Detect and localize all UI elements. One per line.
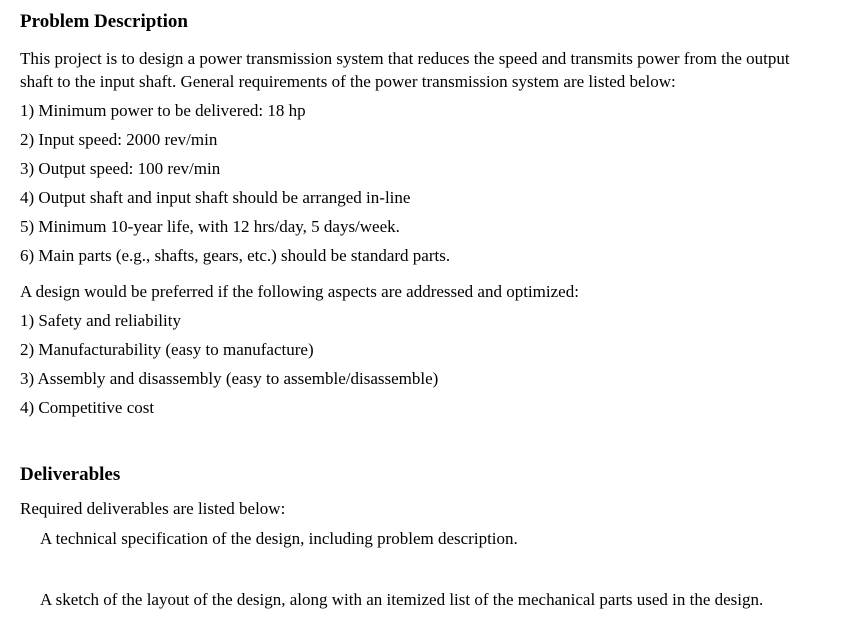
problem-description-heading: Problem Description bbox=[20, 11, 188, 32]
preference-item: 1) Safety and reliability bbox=[20, 311, 181, 330]
problem-intro-paragraph: This project is to design a power transmission system that reduces the speed and transmits power from the output shaft to the input shaft. General requirements of the power transmission system are listed below: bbox=[20, 49, 790, 91]
requirement-item: 5) Minimum 10-year life, with 12 hrs/day, 5 days/week. bbox=[20, 217, 400, 236]
requirement-item: 1) Minimum power to be delivered: 18 hp bbox=[20, 101, 306, 120]
requirement-item: 4) Output shaft and input shaft should be arranged in-line bbox=[20, 188, 411, 207]
requirement-item: 6) Main parts (e.g., shafts, gears, etc.) should be standard parts. bbox=[20, 246, 451, 265]
deliverables-heading: Deliverables bbox=[20, 464, 121, 485]
requirement-item: 2) Input speed: 2000 rev/min bbox=[20, 130, 218, 149]
preference-item: 4) Competitive cost bbox=[20, 398, 155, 417]
requirement-item: 3) Output speed: 100 rev/min bbox=[20, 159, 221, 178]
preference-intro: A design would be preferred if the following aspects are addressed and optimized: bbox=[20, 282, 579, 301]
preference-item: 2) Manufacturability (easy to manufacture) bbox=[20, 340, 314, 359]
deliverable-item: A sketch of the layout of the design, along with an itemized list of the mechanical parts used in the design. bbox=[40, 590, 764, 609]
deliverables-intro: Required deliverables are listed below: bbox=[20, 499, 286, 518]
preference-item: 3) Assembly and disassembly (easy to assemble/disassemble) bbox=[20, 369, 439, 388]
deliverable-item: A technical specification of the design, including problem description. bbox=[40, 529, 518, 548]
